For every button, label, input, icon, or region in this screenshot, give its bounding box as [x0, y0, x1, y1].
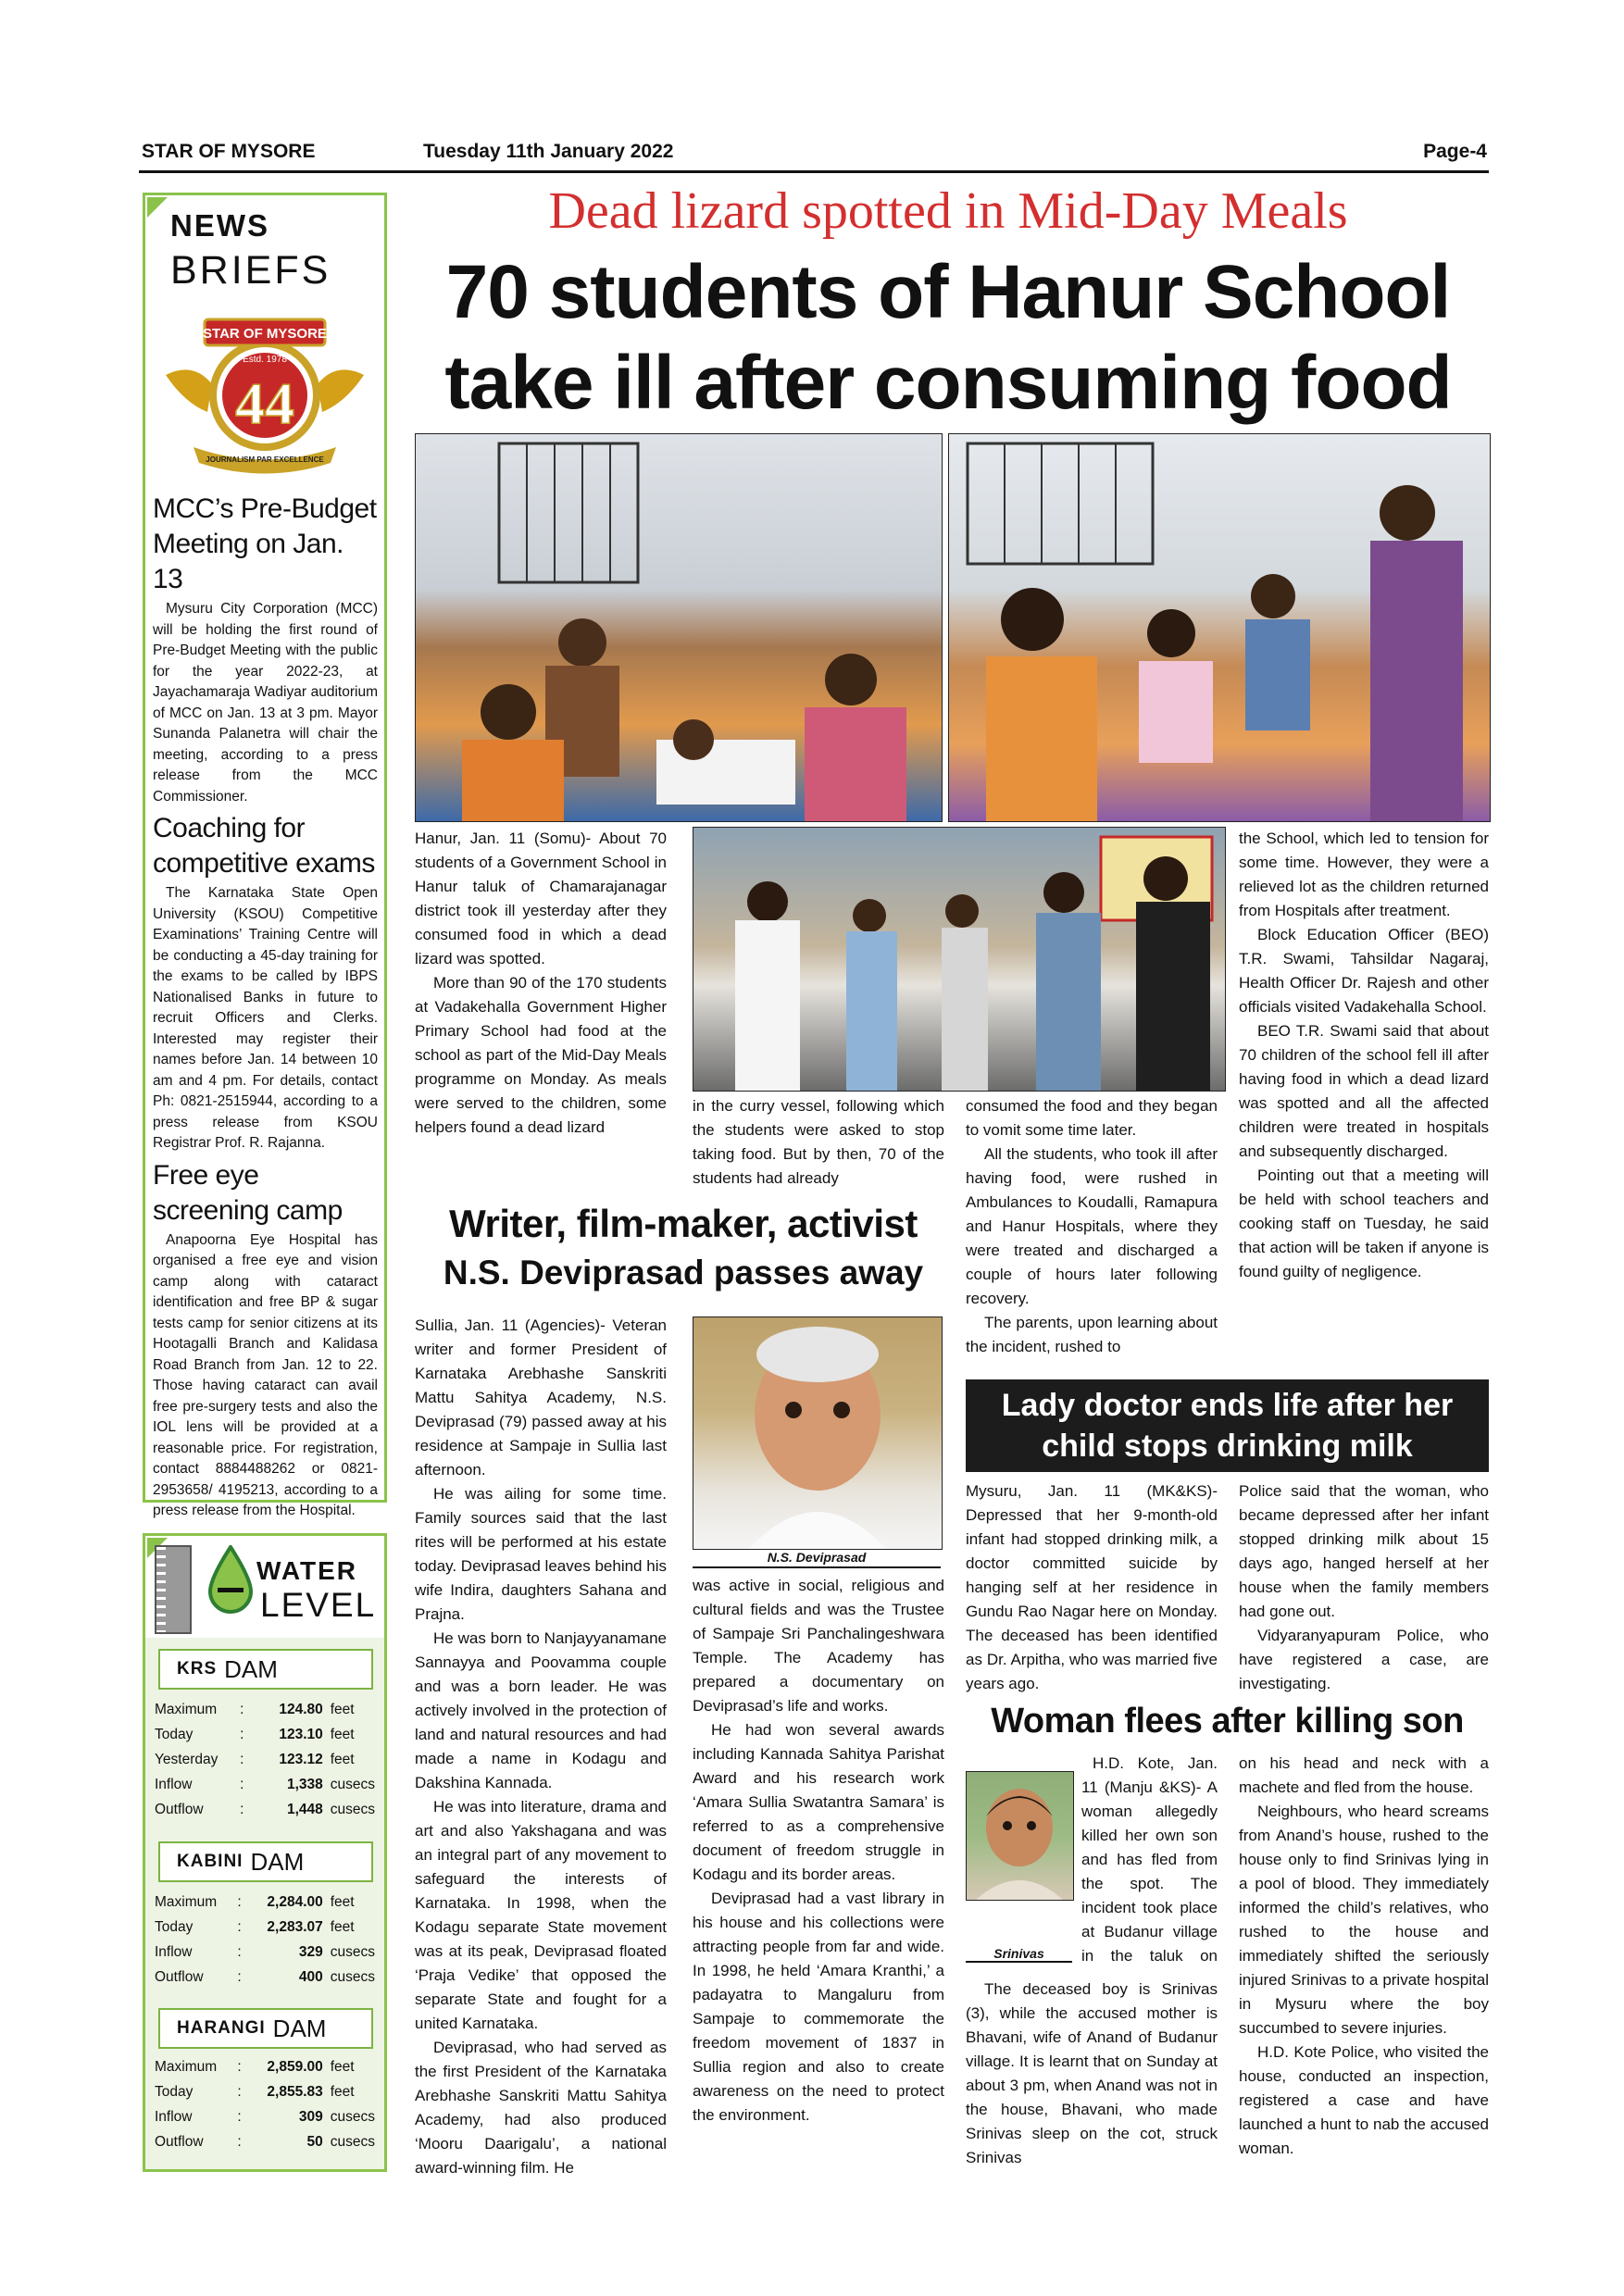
brief-heading: Coaching for competitive exams — [153, 813, 375, 879]
obit-paragraph: He had won several awards including Kannada Sahitya Parishat Award and his research work ‘Amara Sullia Swatantra Samara’ is referred to as a comprehensive document of freedom struggle in Kodagu and its border areas. — [693, 1721, 944, 1883]
obit-paragraph: was active in social, religious and cultural fields and was the Trustee of Sampaje Sri Panchalingeshwara Temple. The Academy has prepared a documentary on Deviprasad’s life and works. — [693, 1577, 944, 1715]
table-row: Outflow : 1,448 cusecs — [155, 1801, 375, 1817]
obit-paragraph: He was born to Nanjayyanamane Sannayya and Poovamma couple and was a born leader. He was actively involved in the protection of land and natural resources and had made a name in Kodagu and Dakshina Kannada. — [415, 1629, 667, 1791]
water-gauge-icon — [155, 1545, 192, 1634]
son-paragraph: on his head and neck with a machete and fled from the house. — [1239, 1754, 1489, 1796]
lead-headline-line-1: 70 students of Hanur School — [445, 250, 1451, 334]
lead-col-4 — [1239, 827, 1489, 1284]
lead-paragraph: Block Education Officer (BEO) T.R. Swami, Tahsildar Nagaraj, Health Officer Dr. Rajesh and other officials visited Vadakehalla School. — [1239, 926, 1489, 1016]
lead-paragraph: consumed the food and they began to vomit some time later. — [966, 1097, 1218, 1139]
brief-heading: MCC’s Pre-Budget Meeting on Jan. 13 — [153, 493, 377, 594]
obit-headline-line-2: N.S. Deviprasad passes away — [443, 1254, 924, 1292]
table-row: Maximum : 124.80 feet — [155, 1701, 355, 1717]
page-header — [139, 137, 1489, 173]
lead-photo-students — [948, 433, 1491, 822]
table-row: Maximum : 2,284.00 feet — [155, 1893, 355, 1910]
dam-header-harangi — [158, 2008, 373, 2049]
doctor-col-1 — [966, 1479, 1218, 1696]
water-drop-icon — [203, 1545, 258, 1616]
issue-date: Tuesday 11th January 2022 — [423, 141, 674, 162]
lead-paragraph: More than 90 of the 170 students at Vadakehalla Government Higher Primary School had food at the school as part of the Mid-Day Meals programme on Monday. As meals were served to the children, some helpers found a dead lizard — [415, 974, 667, 1136]
obit-paragraph: Sullia, Jan. 11 (Agencies)- Veteran writer and former President of Karnataka Arebhashe Sanskriti Mattu Sahitya Academy, N.S. Deviprasad (79) passed away at his residence at Sampaje in Sullia last afternoon. — [415, 1316, 667, 1479]
dam-table-kabini — [155, 1890, 375, 1990]
dam-header-krs — [158, 1649, 373, 1690]
lead-paragraph: Pointing out that a meeting will be held with school teachers and cooking staff on Tuesday, he said that action will be taken if anyone is found guilty of negligence. — [1239, 1167, 1489, 1280]
dam-table-harangi — [155, 2054, 375, 2154]
water-title-2: LEVEL — [260, 1586, 377, 1624]
table-row: Inflow : 1,338 cusecs — [155, 1776, 375, 1792]
lead-col-3 — [966, 1094, 1218, 1359]
water-level-box — [143, 1533, 387, 2172]
son-col-1-intro — [1081, 1752, 1218, 1968]
obit-headline-line-1: Writer, film-maker, activist — [449, 1202, 918, 1245]
briefs-title-briefs: BRIEFS — [170, 248, 331, 293]
dam-name-bold: KRS — [177, 1659, 218, 1678]
obit-photo — [693, 1316, 943, 1550]
dam-label: DAM — [272, 2014, 327, 2042]
doctor-paragraph: Police said that the woman, who became depressed after her infant stopped drinking milk about 15 days ago, hanged herself at her house when the family members had gone out. — [1239, 1482, 1489, 1620]
briefs-title-news: NEWS — [170, 208, 269, 243]
obit-col-1 — [415, 1314, 667, 2180]
logo-number-text: 44 — [235, 370, 294, 436]
doctor-headline-banner — [966, 1379, 1489, 1472]
brief-text: The Karnataka State Open University (KSOU) Competitive Examinations’ Training Centre will be conducting a 45-day training for the exams to be called by IBPS Nationalised Banks in future to recruit Officers and Clerks. Interested may register their names before Jan. 14 between 10 am and 4 pm. For details, contact Ph: 0821-2515944, according to a press release from KSOU Registrar Prof. R. Rajanna. — [153, 885, 378, 1151]
table-row: Today : 123.10 feet — [155, 1726, 355, 1742]
brief-item — [153, 811, 378, 1154]
lead-photo-officials — [693, 827, 1226, 1092]
lead-paragraph: The parents, upon learning about the incident, rushed to — [966, 1314, 1218, 1355]
son-paragraph: H.D. Kote Police, who visited the house, conducted an inspection, registered a case and have launched a hunt to nab the accused woman. — [1239, 2043, 1489, 2157]
brief-text: Mysuru City Corporation (MCC) will be holding the first round of Pre-Budget Meeting with the public for the year 2022-23, at Jayachamaraja Wadiyar auditorium of MCC on Jan. 13 at 3 pm. Mayor Sunanda Palanetra will chair the meeting, according to a press release from the MCC Commissioner. — [153, 601, 378, 805]
table-row: Inflow : 309 cusecs — [155, 2108, 375, 2125]
news-briefs-list — [153, 490, 378, 1522]
lead-headline-line-2: take ill after consuming food — [444, 341, 1452, 425]
news-briefs-box — [143, 193, 387, 1518]
doctor-headline-line-1: Lady doctor ends life after her — [1001, 1388, 1454, 1423]
corner-flag-icon — [147, 197, 168, 218]
brief-text: Anapoorna Eye Hospital has organised a free eye and vision camp along with cataract identification and free BP & sugar tests camp for senior citizens at its Hootagalli Branch and Kalidasa Road Branch from Jan. 12 to 22. Those having cataract can avail free pre-surgery tests and also the IOL lens will be provided at a reasonable price. For registration, contact 8884488262 or 0821-2953658/ 4195213, according to a press release from the Hospital. — [153, 1231, 378, 1518]
dam-header-kabini — [158, 1841, 373, 1882]
doctor-headline-line-2: child stops drinking milk — [1042, 1429, 1413, 1464]
brief-item — [153, 1158, 378, 1522]
lead-paragraph: Hanur, Jan. 11 (Somu)- About 70 students of a Government School in Hanur taluk of Chamarajanagar district took ill yesterday after they consumed food in which a dead lizard was spotted. — [415, 830, 667, 967]
dam-label: DAM — [224, 1654, 278, 1683]
dam-name-bold: KABINI — [177, 1852, 244, 1871]
lead-kicker: Dead lizard spotted in Mid-Day Meals — [548, 182, 1348, 240]
obit-paragraph: Deviprasad, who had served as the first President of the Karnataka Arebhashe Sanskriti Mattu Sahitya Academy, had also produced ‘Mooru Daarigalu’, a national award-winning film. He — [415, 2039, 667, 2177]
brief-item — [153, 492, 378, 807]
dam-label: DAM — [250, 1847, 305, 1876]
son-paragraph: Neighbours, who heard screams from Anand’s house, rushed to the house only to find Srinivas lying in a pool of blood. They immediately informed the child’s relatives, who rushed to the house and immediately shifted the seriously injured Srinivas to a private hospital in Mysuru where the boy succumbed to severe injuries. — [1239, 1803, 1489, 2037]
son-col-2 — [1239, 1752, 1489, 2161]
water-title-1: WATER — [256, 1556, 358, 1585]
paper-name: STAR OF MYSORE — [142, 141, 316, 162]
logo-estd-text: Estd. 1978 — [243, 355, 287, 365]
brief-heading: Free eye screening camp — [153, 1159, 343, 1226]
logo-banner-text: STAR OF MYSORE — [203, 326, 327, 342]
table-row: Today : 2,283.07 feet — [155, 1918, 355, 1935]
dam-table-krs — [155, 1697, 375, 1822]
table-row: Maximum : 2,859.00 feet — [155, 2058, 355, 2075]
doctor-paragraph: Mysuru, Jan. 11 (MK&KS)- Depressed that her 9-month-old infant had stopped drinking milk, a doctor committed suicide by hanging self at her residence in Gundu Rao Nagar here on Monday. The deceased has been identified as Dr. Arpitha, who was married five years ago. — [966, 1482, 1218, 1692]
dam-name-bold: HARANGI — [177, 2018, 266, 2038]
doctor-col-2 — [1239, 1479, 1489, 1696]
obit-photo-caption: N.S. Deviprasad — [693, 1550, 941, 1568]
table-row: Yesterday : 123.12 feet — [155, 1751, 355, 1767]
lead-photo-hospital — [415, 433, 943, 822]
lead-col-1 — [415, 827, 667, 1140]
doctor-paragraph: Vidyaranyapuram Police, who have registered a case, are investigating. — [1239, 1627, 1489, 1692]
obit-col-2 — [693, 1574, 944, 2128]
son-headline: Woman flees after killing son — [991, 1702, 1464, 1741]
table-row: Outflow : 50 cusecs — [155, 2133, 375, 2150]
son-photo-caption: Srinivas — [966, 1946, 1072, 1963]
lead-paragraph: BEO T.R. Swami said that about 70 children of the school fell ill after having food in which a dead lizard was spotted and all the affected children were treated in hospitals and subsequently discharged. — [1239, 1022, 1489, 1160]
son-col-1 — [966, 1978, 1218, 2170]
obit-paragraph: Deviprasad had a vast library in his house and his collections were attracting people from far and wide. In 1998, he held ‘Amara Kranthi,’ a padayatra to Mangaluru from Sampaje to commemorate the freedom movement of 1837 in Sullia region and also to create awareness on the need to protect the environment. — [693, 1890, 944, 2124]
page-number: Page-4 — [1423, 141, 1487, 162]
lead-paragraph: All the students, who took ill after having food, were rushed in Ambulances to Koudalli, Ramapura and Hanur Hospitals, where they were treated and discharged a couple of hours later following recovery. — [966, 1145, 1218, 1307]
son-paragraph: H.D. Kote, Jan. 11 (Manju &KS)- A woman allegedly killed her own son and has fled from the spot. The incident took place at Budanur village in the taluk on — [1081, 1754, 1218, 1965]
table-row: Outflow : 400 cusecs — [155, 1968, 375, 1985]
obit-paragraph: He was into literature, drama and art and also Yakshagana and was an integral part of any movement to safeguard the interests of Karnataka. In 1998, when the Kodagu separate State movement was at its peak, Deviprasad floated ‘Praja Vedike’ that opposed the separate State and fought for a united Karnataka. — [415, 1798, 667, 2032]
logo-ribbon-text: JOURNALISM PAR EXCELLENCE — [206, 455, 324, 464]
table-row: Inflow : 329 cusecs — [155, 1943, 375, 1960]
son-photo — [966, 1771, 1074, 1901]
lead-paragraph: the School, which led to tension for some time. However, they were a relieved lot as the children returned from Hospitals after treatment. — [1239, 830, 1489, 919]
obit-paragraph: He was ailing for some time. Family sources said that the last rites will be performed at his estate today. Deviprasad leaves behind his wife Indira, daughters Sahana and Prajna. — [415, 1485, 667, 1623]
table-row: Today : 2,855.83 feet — [155, 2083, 355, 2100]
son-paragraph: The deceased boy is Srinivas (3), while the accused mother is Bhavani, wife of Anand of Budanur village. It is learnt that on Sunday at about 3 pm, when Anand was not in the house, Bhavani, who made Srinivas sleep on the cot, struck Srinivas — [966, 1980, 1218, 2166]
anniversary-logo — [156, 310, 373, 477]
lead-paragraph: in the curry vessel, following which the students were asked to stop taking food. But by then, 70 of the students had already — [693, 1097, 944, 1187]
lead-col-2 — [693, 1094, 944, 1191]
